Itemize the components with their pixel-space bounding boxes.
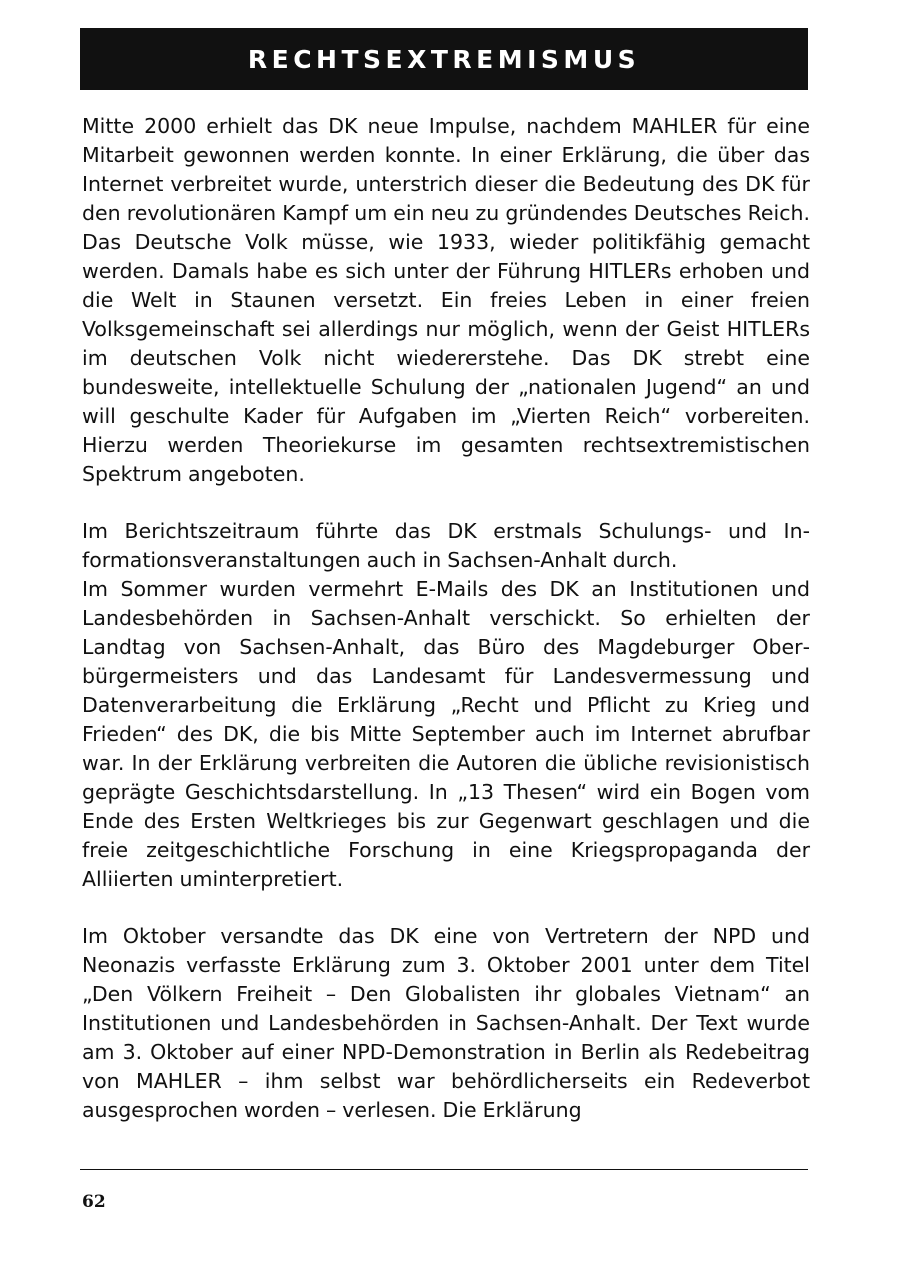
body-text — [82, 112, 810, 1125]
page-number: 62 — [82, 1192, 106, 1212]
section-header-bar — [80, 28, 808, 90]
paragraph-training-events: Im Berichtszeitraum führte das DK erstmals Schulungs- und Informationsveranstaltungen auch in Sachsen-Anhalt durch. — [82, 519, 810, 572]
section-title: RECHTSEXTREMISMUS — [247, 44, 641, 74]
footer-divider — [80, 1169, 808, 1170]
paragraph-emails-declaration: Im Sommer wurden vermehrt E-Mails des DK an Institutionen und Landesbehörden in Sachsen-Anhalt verschickt. So erhielten der Landtag von Sachsen-Anhalt, das Büro des Magdeburger Oberbürgermeisters und das Landesamt für Landesvermessung und Datenverarbeitung die Erklärung „Recht und Pflicht zu Krieg und Frieden“ des DK, die bis Mitte September auch im Internet abrufbar war. In der Erklärung verbreiten die Autoren die übliche revisionistisch geprägte Geschichtsdarstellung. In „13 Thesen“ wird ein Bogen vom Ende des Ersten Weltkrieges bis zur Gegenwart geschlagen und die freie zeitgeschichtliche Forschung in eine Kriegspropaganda der Alliierten uminterpretiert. — [82, 577, 810, 891]
paragraph-mahler-impulse: Mitte 2000 erhielt das DK neue Impulse, nachdem MAHLER für eine Mitarbeit gewonnen werden konnte. In einer Erklärung, die über das Internet verbreitet wurde, unterstrich dieser die Bedeutung des DK für den revolutionären Kampf um ein neu zu gründendes Deutsches Reich. Das Deutsche Volk müsse, wie 1933, wieder politikfähig gemacht werden. Damals habe es sich unter der Führung HITLERs erhoben und die Welt in Staunen versetzt. Ein freies Leben in einer freien Volksgemeinschaft sei allerdings nur möglich, wenn der Geist HITLERs im deutschen Volk nicht wiedererstehe. Das DK strebt eine bundesweite, intellektuelle Schulung der „nationalen Jugend“ an und will geschulte Kader für Aufgaben im „Vierten Reich“ vorbereiten. Hierzu werden Theoriekurse im gesamten rechtsextremistischen Spektrum angeboten. — [82, 114, 810, 486]
paragraph-october-declaration: Im Oktober versandte das DK eine von Vertretern der NPD und Neonazis verfasste Erklärung zum 3. Oktober 2001 unter dem Titel „Den Völkern Freiheit – Den Globalisten ihr globales Vietnam“ an Institutionen und Landesbehörden in Sachsen-Anhalt. Der Text wurde am 3. Oktober auf einer NPD-Demonstration in Berlin als Redebeitrag von MAHLER – ihm selbst war behördlicherseits ein Redeverbot ausgesprochen worden – verlesen. Die Erklärung — [82, 924, 810, 1122]
